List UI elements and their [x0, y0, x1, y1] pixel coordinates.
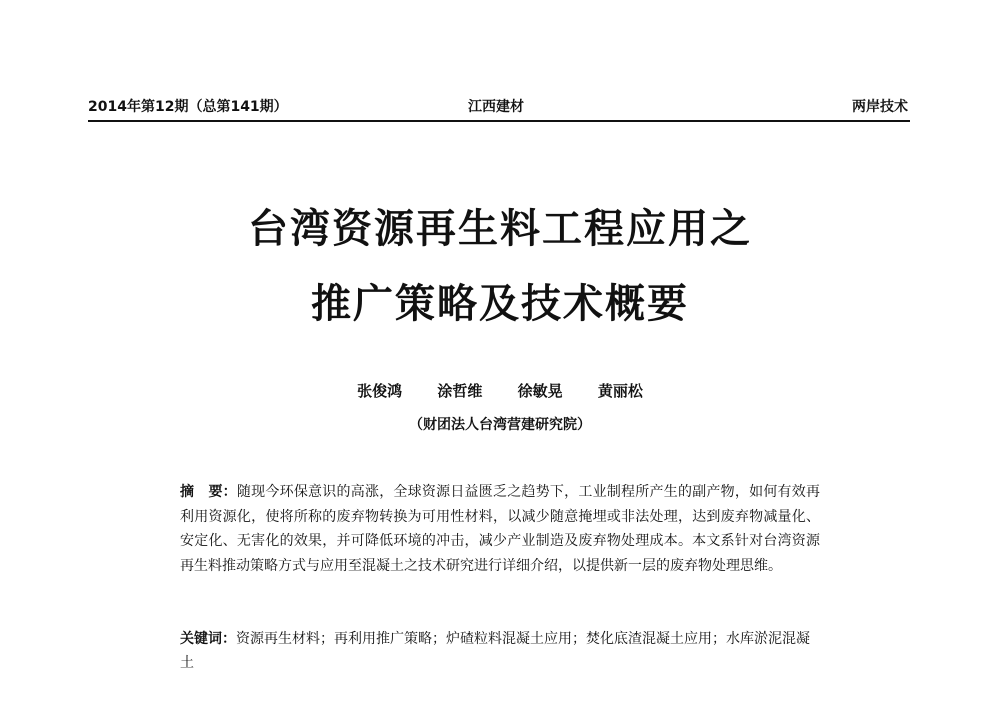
header-rule [88, 120, 910, 122]
abstract [180, 480, 820, 578]
paper-title-line-2: 推广策略及技术概要 [311, 281, 689, 327]
keywords [180, 627, 820, 675]
journal-name: 江西建材 [468, 99, 524, 115]
keywords-text: 资源再生材料；再利用推广策略；炉碴粒料混凝土应用；焚化底渣混凝土应用；水库淤泥混凝土 [180, 631, 810, 671]
abstract-text: 随现今环保意识的高涨，全球资源日益匮乏之趋势下，工业制程所产生的副产物，如何有效再利用资源化，使将所称的废弃物转换为可用性材料，以减少随意掩埋或非法处理，达到废弃物减量化、安定化、无害化的效果，并可降低环境的冲击，减少产业制造及废弃物处理成本。本文系针对台湾资源再生料推动策略方式与应用至混凝土之技术研究进行详细介绍，以提供新一层的废弃物处理思维。 [180, 484, 821, 574]
author-name: 黄丽松 [597, 382, 643, 400]
author-name: 涂哲维 [437, 382, 483, 400]
section-name: 两岸技术 [852, 99, 908, 115]
keywords-label: 关键词： [180, 631, 236, 647]
author-name: 张俊鸿 [357, 382, 403, 400]
running-header [88, 96, 908, 116]
author-name: 徐敏晃 [517, 382, 563, 400]
issue-info: 2014年第12期（总第141期） [88, 99, 288, 115]
paper-title-line-1: 台湾资源再生料工程应用之 [248, 206, 752, 252]
abstract-label: 摘 要： [180, 484, 237, 500]
affiliation: （财团法人台湾营建研究院） [409, 417, 591, 433]
author-list [0, 380, 1000, 401]
